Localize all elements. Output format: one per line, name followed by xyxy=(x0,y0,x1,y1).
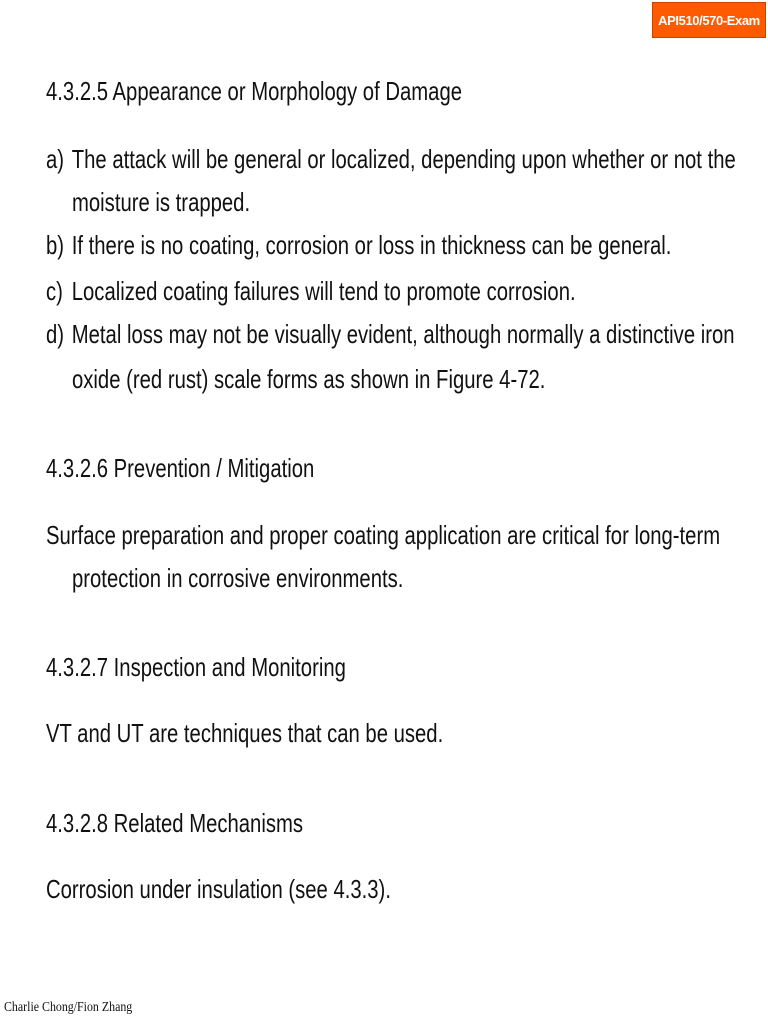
list-item-a-continuation: moisture is trapped. xyxy=(72,187,251,217)
list-item-b xyxy=(46,230,671,260)
section-heading-inspection: 4.3.2.7 Inspection and Monitoring xyxy=(46,652,346,682)
exam-badge: API510/570-Exam xyxy=(652,2,766,38)
list-label: b) xyxy=(46,230,65,260)
section-heading-related: 4.3.2.8 Related Mechanisms xyxy=(46,808,304,838)
prevention-text: Surface preparation and proper coating application are critical for long-term xyxy=(46,520,721,550)
section-heading-appearance: 4.3.2.5 Appearance or Morphology of Damage xyxy=(46,76,463,106)
list-item-c xyxy=(46,276,576,306)
list-text: Metal loss may not be visually evident, although normally a distinctive iron xyxy=(71,319,735,349)
list-text: Localized coating failures will tend to promote corrosion. xyxy=(71,276,576,306)
list-item-a xyxy=(46,144,736,174)
section-heading-prevention: 4.3.2.6 Prevention / Mitigation xyxy=(46,453,315,483)
list-label: c) xyxy=(46,276,63,306)
list-item-d xyxy=(46,319,735,349)
author-footer: Charlie Chong/Fion Zhang xyxy=(4,1000,133,1015)
list-label: a) xyxy=(46,144,65,174)
related-text: Corrosion under insulation (see 4.3.3). xyxy=(46,874,391,904)
inspection-text: VT and UT are techniques that can be used. xyxy=(46,718,444,748)
list-text: If there is no coating, corrosion or loss in thickness can be general. xyxy=(71,230,672,260)
list-label: d) xyxy=(46,319,65,349)
list-text: The attack will be general or localized, depending upon whether or not the xyxy=(71,144,736,174)
prevention-text-continuation: protection in corrosive environments. xyxy=(72,563,404,593)
list-item-d-continuation: oxide (red rust) scale forms as shown in Figure 4-72. xyxy=(72,364,546,394)
